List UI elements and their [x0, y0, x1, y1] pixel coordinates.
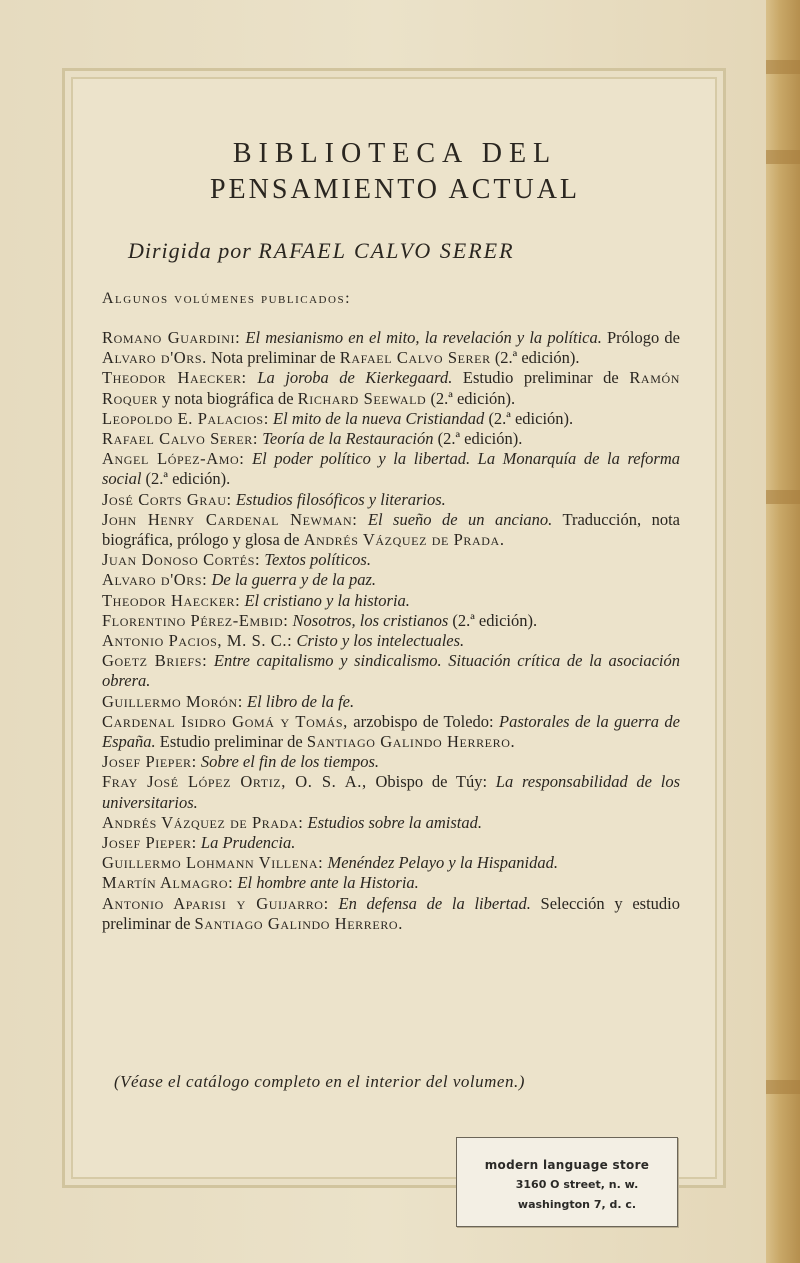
- entry-title: Entre capitalismo y sindicalismo. Situación crítica de la asociación obrera.: [102, 651, 681, 691]
- volume-entry: [102, 510, 680, 550]
- entry-author: Theodor Haecker:: [102, 368, 247, 388]
- entry-title: Estudios sobre la amistad.: [307, 812, 483, 832]
- volume-entry: [102, 591, 680, 611]
- entry-text: Nota preliminar de: [206, 348, 340, 368]
- volume-entry: [102, 409, 680, 429]
- entry-author: John Henry Cardenal Newman:: [102, 509, 358, 529]
- series-title-line2: PENSAMIENTO ACTUAL: [209, 174, 581, 205]
- entry-title: Nosotros, los cristianos: [292, 610, 449, 630]
- stamp-store-name: modern language store: [484, 1158, 650, 1172]
- entry-author: Florentino Pérez-Embid:: [102, 610, 289, 630]
- volume-entry: [102, 368, 680, 408]
- volume-entry: [102, 873, 680, 893]
- entry-text: Andrés Vázquez de Prada.: [303, 530, 505, 550]
- entry-text: (2.ª edición).: [448, 610, 538, 630]
- volume-entry: [102, 772, 680, 812]
- volume-entry: [102, 328, 680, 368]
- volume-entry: [102, 752, 680, 772]
- spine-band: [766, 60, 800, 74]
- bookstore-stamp: [456, 1137, 678, 1227]
- entry-author: Angel López-Amo:: [102, 449, 245, 469]
- volume-entry: [102, 631, 680, 651]
- entry-author: Andrés Vázquez de Prada:: [102, 812, 304, 832]
- entry-text: Santiago Galindo Herrero.: [194, 913, 403, 933]
- entry-text: arzobispo de Toledo:: [353, 711, 494, 731]
- directed-by-label: Dirigida por: [128, 238, 252, 263]
- entry-author: José Corts Grau:: [102, 489, 232, 509]
- volume-entry: [102, 429, 680, 449]
- entry-title: De la guerra y de la paz.: [211, 570, 376, 590]
- entry-title: El hombre ante la Historia.: [237, 873, 419, 893]
- entry-author: Josef Pieper:: [102, 752, 197, 772]
- entry-author: Antonio Aparisi y Guijarro:: [102, 893, 329, 913]
- volume-entry: [102, 894, 680, 934]
- spine-band: [766, 1080, 800, 1094]
- volume-entry: [102, 853, 680, 873]
- spine-band: [766, 150, 800, 164]
- entry-author: Rafael Calvo Serer:: [102, 429, 259, 449]
- entry-text: Estudio preliminar de: [452, 368, 630, 388]
- stamp-city: washington 7, d. c.: [517, 1198, 637, 1211]
- entry-title: La Prudencia.: [200, 833, 296, 853]
- entry-author: Antonio Pacios, M. S. C.:: [102, 631, 293, 651]
- volume-entry: [102, 490, 680, 510]
- entry-text: Santiago Galindo Herrero.: [306, 732, 516, 752]
- entry-author: Guillermo Morón:: [102, 691, 243, 711]
- entry-text: Alvaro d'Ors.: [102, 348, 207, 368]
- volume-entry: [102, 449, 680, 489]
- spine-band: [766, 490, 800, 504]
- series-title-line1: BIBLIOTECA DEL: [232, 138, 558, 169]
- entry-title: El mito de la nueva Cristiandad: [273, 408, 485, 428]
- entry-text: (2.ª edición).: [433, 429, 523, 449]
- entry-author: Theodor Haecker:: [102, 590, 241, 610]
- entry-title: El cristiano y la historia.: [244, 590, 410, 610]
- entry-title: Sobre el fin de los tiempos.: [200, 752, 380, 772]
- entry-author: Goetz Briefs:: [102, 651, 208, 671]
- entry-text: Prólogo de: [601, 328, 680, 347]
- entry-author: Josef Pieper:: [102, 833, 197, 853]
- entry-title: En defensa de la libertad.: [338, 893, 531, 913]
- entry-text: Rafael Calvo Serer: [339, 348, 491, 368]
- entry-author: Leopoldo E. Palacios:: [102, 408, 269, 428]
- book-spine: [766, 0, 800, 1263]
- entry-text: Traducción, nota biográfica, prólogo y glosa de: [102, 509, 681, 550]
- entry-title: La joroba de Kierkegaard.: [257, 368, 453, 388]
- entry-text: (2.ª edición).: [490, 348, 580, 368]
- entry-author: Romano Guardini:: [102, 328, 241, 347]
- entry-title: Textos políticos.: [264, 550, 371, 570]
- entry-title: Teoría de la Restauración: [262, 429, 434, 449]
- entry-text: y nota biográfica de: [157, 388, 298, 408]
- entry-text: Selección y estudio preliminar de: [102, 893, 681, 933]
- director-line: [128, 238, 515, 264]
- entry-text: (2.ª edición).: [484, 408, 574, 428]
- entry-author: Juan Donoso Cortés:: [102, 550, 261, 570]
- catalog-note: (Véase el catálogo completo en el interior del volumen.): [114, 1072, 525, 1091]
- entry-author: Martín Almagro:: [102, 873, 234, 893]
- volume-entry: [102, 651, 680, 691]
- entry-text: Obispo de Túy:: [375, 772, 488, 792]
- volume-entry: [102, 712, 680, 752]
- volume-entry: [102, 611, 680, 631]
- section-heading: Algunos volúmenes publicados:: [102, 290, 352, 307]
- volume-entry: [102, 570, 680, 590]
- entry-title: Pastorales de la guerra de España.: [102, 711, 681, 752]
- entry-text: (2.ª edición).: [141, 469, 231, 489]
- entry-title: El libro de la fe.: [247, 691, 355, 711]
- entry-title: El poder político y la libertad. La Monarquía de la reforma social: [102, 449, 681, 489]
- entry-text: (2.ª edición).: [426, 388, 516, 408]
- entry-title: La responsabilidad de los universitarios.: [102, 772, 680, 812]
- stamp-street: 3160 O street, n. w.: [515, 1178, 639, 1191]
- volume-entry: [102, 550, 680, 570]
- entry-author: Cardenal Isidro Gomá y Tomás,: [102, 711, 348, 731]
- entry-text: Richard Seewald: [297, 388, 427, 408]
- entry-title: Menéndez Pelayo y la Hispanidad.: [327, 853, 558, 873]
- entry-author: Fray José López Ortiz, O. S. A.,: [102, 772, 367, 792]
- entry-author: Alvaro d'Ors:: [102, 570, 208, 590]
- volume-list: [102, 328, 680, 934]
- entry-title: Estudios filosóficos y literarios.: [235, 489, 446, 509]
- entry-author: Guillermo Lohmann Villena:: [102, 853, 324, 873]
- volume-entry: [102, 833, 680, 853]
- entry-title: El mesianismo en el mito, la revelación y la política.: [245, 328, 602, 347]
- volume-entry: [102, 813, 680, 833]
- volume-entry: [102, 692, 680, 712]
- entry-title: El sueño de un anciano.: [367, 509, 553, 529]
- entry-text: Ramón Roquer: [102, 368, 681, 408]
- entry-text: Estudio preliminar de: [155, 732, 307, 752]
- entry-title: Cristo y los intelectuales.: [296, 631, 465, 651]
- director-name: RAFAEL CALVO SERER: [258, 238, 515, 263]
